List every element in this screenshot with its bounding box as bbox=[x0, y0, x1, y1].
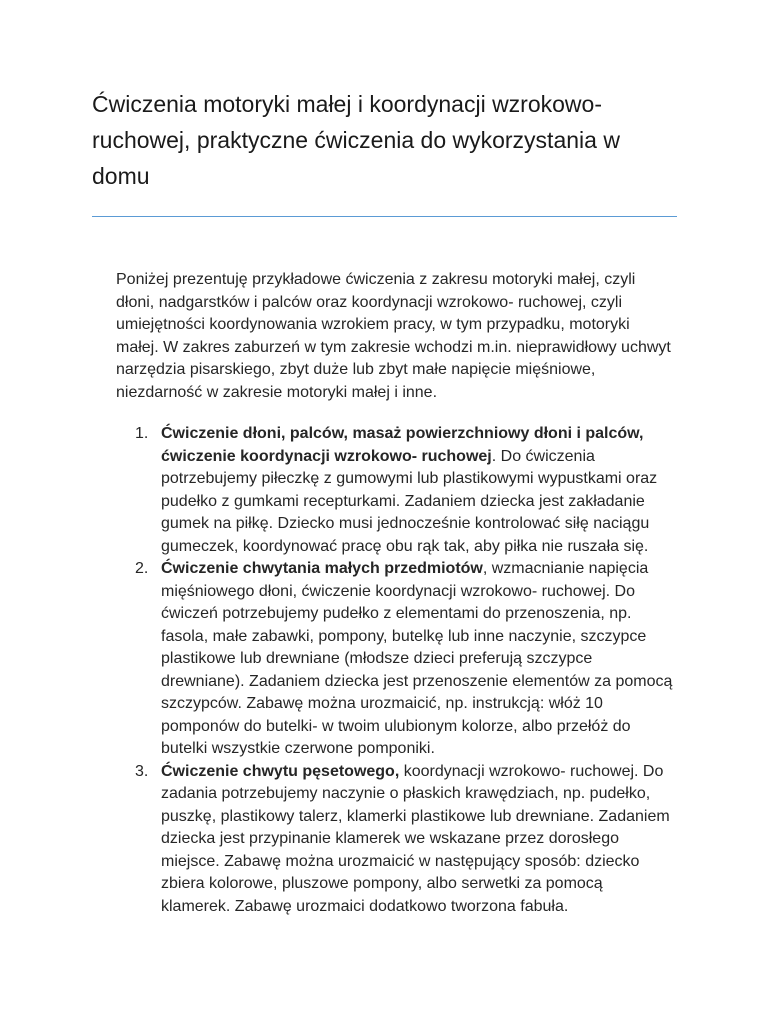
list-item-heading: Ćwiczenie chwytu pęsetowego, bbox=[161, 762, 400, 780]
list-item bbox=[116, 761, 676, 919]
list-item-number: 1. bbox=[135, 425, 149, 442]
exercise-list bbox=[116, 423, 676, 918]
list-item-heading: Ćwiczenie chwytania małych przedmiotów bbox=[161, 560, 483, 577]
list-item bbox=[116, 558, 676, 761]
list-item-heading: Ćwiczenie dłoni, palców, masaż powierzchniowy dłoni i palców, ćwiczenie koordynacji wzrokowo- ruchowej bbox=[161, 425, 644, 465]
list-item-text: . Do ćwiczenia potrzebujemy piłeczkę z gumowymi lub plastikowymi wypustkami oraz pudełko z gumkami recepturkami. Zadaniem dziecka jest zakładanie gumek na piłkę. Dziecko musi jednocześnie kontrolować siłę naciągu gumeczek, koordynować pracę obu rąk tak, aby piłka nie ruszała się. bbox=[161, 447, 658, 555]
list-item-number: 2. bbox=[135, 560, 149, 577]
list-item-text: , wzmacnianie napięcia mięśniowego dłoni, ćwiczenie koordynacji wzrokowo- ruchowej. Do ćwiczeń potrzebujemy pudełko z elementami do przenoszenia, np. fasola, małe zabawki, pompony, butelkę lub inne naczynie, szczypce plastikowe lub drewniane (młodsze dzieci preferują szczypce drewniane). Zadaniem dziecka jest przenoszenie elementów za pomocą szczypców. Zabawę można urozmaicić, np. instrukcją: włóż 10 pomponów do butelki- w twoim ulubionym kolorze, albo przełóż do butelki wszystkie czerwone pomponiki. bbox=[161, 560, 673, 757]
list-item bbox=[116, 423, 676, 558]
intro-paragraph: Poniżej prezentuję przykładowe ćwiczenia z zakresu motoryki małej, czyli dłoni, nadgarstków i palców oraz koordynacji wzrokowo- ruchowej, czyli umiejętności koordynowania wzrokiem pracy, w tym przypadku, motoryki małej. W zakres zaburzeń w tym zakresie wchodzi m.in. nieprawidłowy uchwyt narzędzia pisarskiego, zbyt duże lub zbyt małe napięcie mięśniowe, niezdarność w zakresie motoryki małej i inne. bbox=[116, 271, 671, 401]
list-item-text: koordynacji wzrokowo- ruchowej. Do zadania potrzebujemy naczynie o płaskich krawędziach, np. pudełko, puszkę, plastikowy talerz, klamerki plastikowe lub drewniane. Zadaniem dziecka jest przypinanie klamerek we wskazane przez dorosłego miejsce. Zabawę można urozmaicić w następujący sposób: dziecko zbiera kolorowe, pluszowe pompony, albo serwetki za pomocą klamerek. Zabawę urozmaici dodatkowo tworzona fabuła. bbox=[161, 762, 670, 915]
document-title: Ćwiczenia motoryki małej i koordynacji wzrokowo-ruchowej, praktyczne ćwiczenia do wykorzystania w domu bbox=[92, 91, 620, 189]
title-divider bbox=[92, 216, 677, 217]
list-item-number: 3. bbox=[135, 762, 149, 780]
